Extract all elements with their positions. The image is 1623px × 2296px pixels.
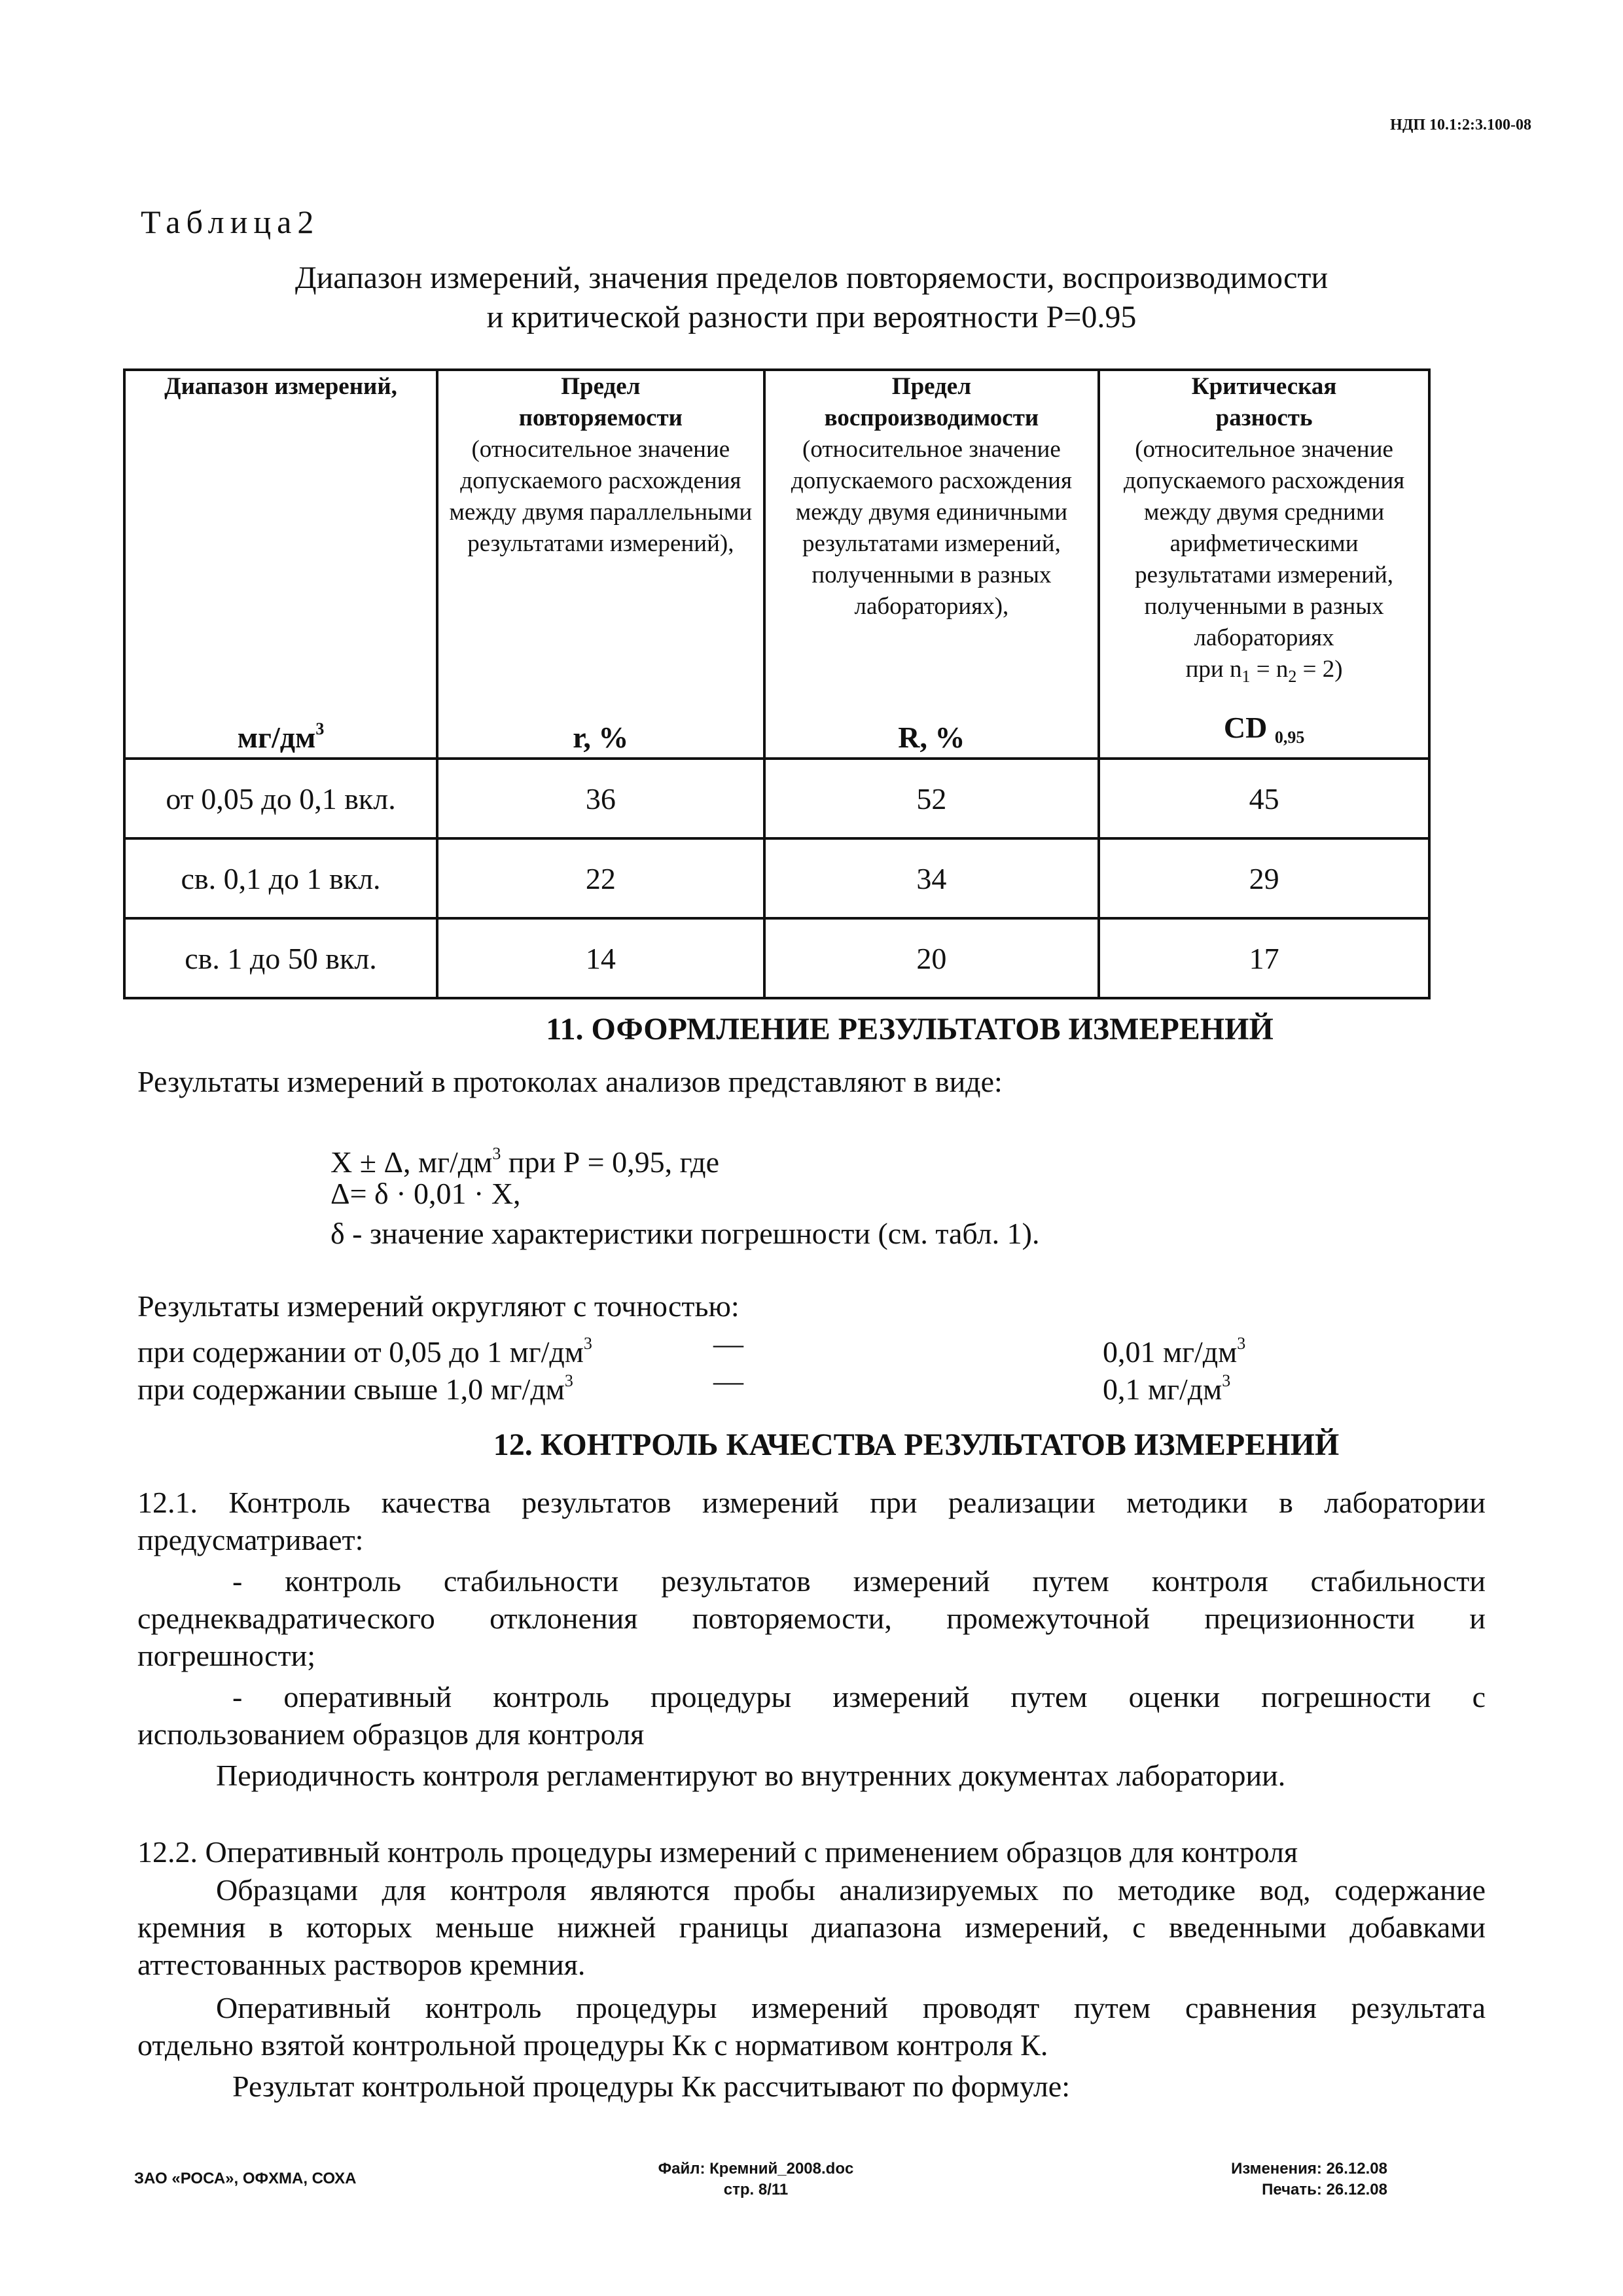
table-caption [131,259,1492,337]
bullet-operational-line-2: использованием образцов для контроля [137,1717,645,1751]
header-reproducibility-symbol: R, % [898,721,965,754]
para-12-2-a-line-2: кремния в которых меньше нижней границы диапазона измерений, с введенными добавками [137,1910,1486,1944]
table-title: Таблица2 [141,204,320,240]
header-critical-difference-title: Критическая разность [1191,373,1337,431]
para-12-2-heading: 12.2. Оперативный контроль процедуры измерений с применением образцов для контроля [137,1835,1298,1869]
para-12-2-a-line-1: Образцами для контроля являются пробы анализируемых по методике вод, содержание [216,1873,1486,1907]
header-reproducibility-title: Предел воспроизводимости [824,373,1039,431]
table-row [124,759,1429,838]
bullet-stability-line-3: погрешности; [137,1639,316,1672]
rounding-dash-1: — [713,1327,743,1360]
cell-range: от 0,05 до 0,1 вкл. [124,759,437,838]
header-range [124,370,437,759]
cell-R: 34 [764,838,1099,918]
header-reproducibility-desc: (относительное значение допускаемого расхождения между двумя единичными результатами измерений, полученными в разных лабораториях), [791,436,1072,620]
header-repeatability-desc: (относительное значение допускаемого расхождения между двумя параллельными результатами измерений), [449,436,753,557]
rounding-intro: Результаты измерений округляют с точностью: [137,1289,740,1323]
rounding-value-2: 0,1 $мг/дм^3$ [1103,1371,1231,1406]
footer-changes-date: Изменения: 26.12.08 [1231,2160,1387,2178]
periodicity-note: Периодичность контроля регламентируют во внутренних документах лаборатории. [216,1759,1286,1792]
para-12-2-a-line-3: аттестованных растворов кремния. [137,1948,586,1981]
cell-range: св. 0,1 до 1 вкл. [124,838,437,918]
table-caption-line-2: и критической разности при вероятности Р=0.95 [486,300,1137,334]
bullet-stability-line-1: - контроль стабильности результатов измерений путем контроля стабильности [232,1564,1486,1598]
para-12-1-line-1: 12.1. Контроль качества результатов измерений при реализации методики в лаборатории [137,1486,1486,1519]
precision-table [123,368,1431,999]
section-11-intro: Результаты измерений в протоколах анализов представляют в виде: [137,1065,1003,1098]
rounding-dash-2: — [713,1364,743,1397]
footer-print-date: Печать: 26.12.08 [1262,2181,1387,2198]
cell-r: 36 [437,759,764,838]
cell-R: 52 [764,759,1099,838]
table-row [124,838,1429,918]
section-12-heading: 12. КОНТРОЛЬ КАЧЕСТВА РЕЗУЛЬТАТОВ ИЗМЕРЕНИЙ [493,1427,1340,1462]
cell-R: 20 [764,918,1099,998]
header-reproducibility [764,370,1099,759]
para-12-2-c-line-1: Результат контрольной процедуры Кк рассчитывают по формуле: [232,2070,1071,2103]
cell-range: св. 1 до 50 вкл. [124,918,437,998]
header-range-unit: $мг/дм^3$ [237,719,325,754]
document-code: НДП 10.1:2:3.100-08 [1390,117,1531,134]
header-critical-difference [1099,370,1429,759]
para-12-2-b-line-2: отдельно взятой контрольной процедуры Кк с нормативом контроля К. [137,2028,1048,2062]
para-12-2-b-line-1: Оперативный контроль процедуры измерений проводят путем сравнения результата [216,1991,1486,2024]
header-critical-difference-condition: при $n_1 = n_2 = 2$) [1185,656,1343,686]
footer-file: Файл: Кремний_2008.doc [658,2160,854,2178]
rounding-label-1: при содержании от 0,05 до 1 $мг/дм^3$ [137,1334,592,1369]
formula-delta-note: δ - значение характеристики погрешности (см. табл. 1). [330,1217,1040,1250]
header-range-title: Диапазон измерений, [164,373,397,400]
footer-page: стр. 8/11 [723,2181,789,2198]
rounding-label-2: при содержании свыше 1,0 $мг/дм^3$ [137,1371,573,1406]
footer-organization: ЗАО «РОСА», ОФХМА, СОХА [134,2170,357,2187]
section-11-heading: 11. ОФОРМЛЕНИЕ РЕЗУЛЬТАТОВ ИЗМЕРЕНИЙ [546,1012,1274,1047]
cell-cd: 45 [1099,759,1429,838]
table-row [124,918,1429,998]
table-header-row [124,370,1429,759]
cell-cd: 29 [1099,838,1429,918]
header-repeatability [437,370,764,759]
formula-delta: Δ= δ · 0,01 · X, [330,1177,521,1210]
rounding-value-1: 0,01 $мг/дм^3$ [1103,1334,1246,1369]
cell-r: 14 [437,918,764,998]
table-caption-line-1: Диапазон измерений, значения пределов повторяемости, воспроизводимости [294,260,1329,295]
bullet-stability-line-2: среднеквадратического отклонения повторяемости, промежуточной прецизионности и [137,1602,1486,1635]
header-critical-difference-symbol: CD $_{0,95}$ [1223,711,1305,747]
formula-result: X ± Δ, $мг/дм^3$ при Р = 0,95, где [330,1144,719,1179]
header-repeatability-title: Предел повторяемости [518,373,683,431]
bullet-operational-line-1: - оперативный контроль процедуры измерений путем оценки погрешности с [232,1680,1486,1713]
cell-cd: 17 [1099,918,1429,998]
header-critical-difference-desc: (относительное значение допускаемого расхождения между двумя средними арифметическими результатами измерений, полученными в разных лабораториях [1124,436,1405,651]
header-repeatability-symbol: r, % [573,721,629,754]
para-12-1-line-2: предусматривает: [137,1523,364,1556]
cell-r: 22 [437,838,764,918]
